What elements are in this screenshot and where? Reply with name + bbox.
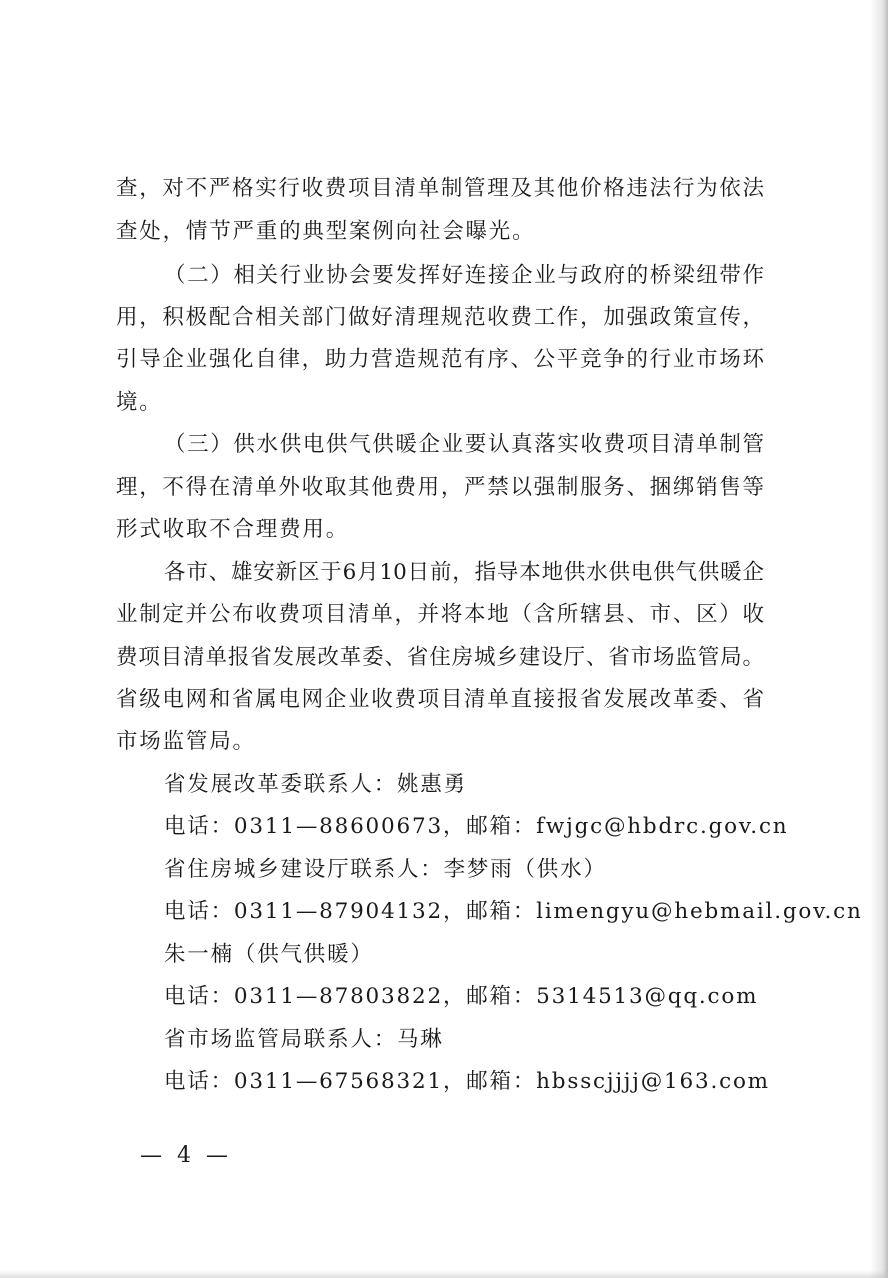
contact-ndrc: 省发展改革委联系人：姚惠勇 — [164, 772, 467, 797]
scan-bottom-shadow — [0, 1270, 888, 1278]
body-line-13: 省级电网和省属电网企业收费项目清单直接报省发展改革委、省 — [116, 687, 764, 712]
page-number: — 4 — — [140, 1143, 232, 1168]
body-line-2: 查处，情节严重的典型案例向社会曝光。 — [116, 219, 536, 244]
contact-housing-phone-email: 电话：0311—87904132，邮箱：limengyu@hebmail.gov.cn — [164, 899, 863, 924]
body-line-4: 用，积极配合相关部门做好清理规范收费工作，加强政策宣传， — [116, 305, 764, 330]
contact-housing-second-phone-email: 电话：0311—87803822，邮箱：5314513@qq.com — [164, 984, 759, 1009]
body-line-10: 各市、雄安新区于6月10日前，指导本地供水供电供气供暖企 — [164, 560, 764, 585]
scan-edge-shadow — [870, 0, 888, 1278]
contact-housing: 省住房城乡建设厅联系人：李梦雨（供水） — [164, 857, 607, 882]
body-line-6: 境。 — [116, 390, 163, 415]
contact-market: 省市场监管局联系人：马琳 — [164, 1027, 444, 1052]
contact-housing-second: 朱一楠（供气供暖） — [164, 942, 374, 967]
body-line-5: 引导企业强化自律，助力营造规范有序、公平竞争的行业市场环 — [116, 347, 764, 372]
body-line-9: 形式收取不合理费用。 — [116, 517, 350, 542]
body-line-14: 市场监管局。 — [116, 729, 256, 754]
body-line-11: 业制定并公布收费项目清单，并将本地（含所辖县、市、区）收 — [116, 602, 764, 627]
body-line-8: 理，不得在清单外收取其他费用，严禁以强制服务、捆绑销售等 — [116, 475, 764, 500]
contact-ndrc-phone-email: 电话：0311—88600673，邮箱：fwjgc@hbdrc.gov.cn — [164, 814, 789, 839]
body-line-1: 查，对不严格实行收费项目清单制管理及其他价格违法行为依法 — [116, 176, 764, 201]
contact-market-phone-email: 电话：0311—67568321，邮箱：hbsscjjjj@163.com — [164, 1069, 770, 1094]
body-line-3: （二）相关行业协会要发挥好连接企业与政府的桥梁纽带作 — [164, 263, 764, 288]
body-line-12: 费项目清单报省发展改革委、省住房城乡建设厅、省市场监管局。 — [116, 645, 764, 670]
body-line-7: （三）供水供电供气供暖企业要认真落实收费项目清单制管 — [164, 432, 764, 457]
